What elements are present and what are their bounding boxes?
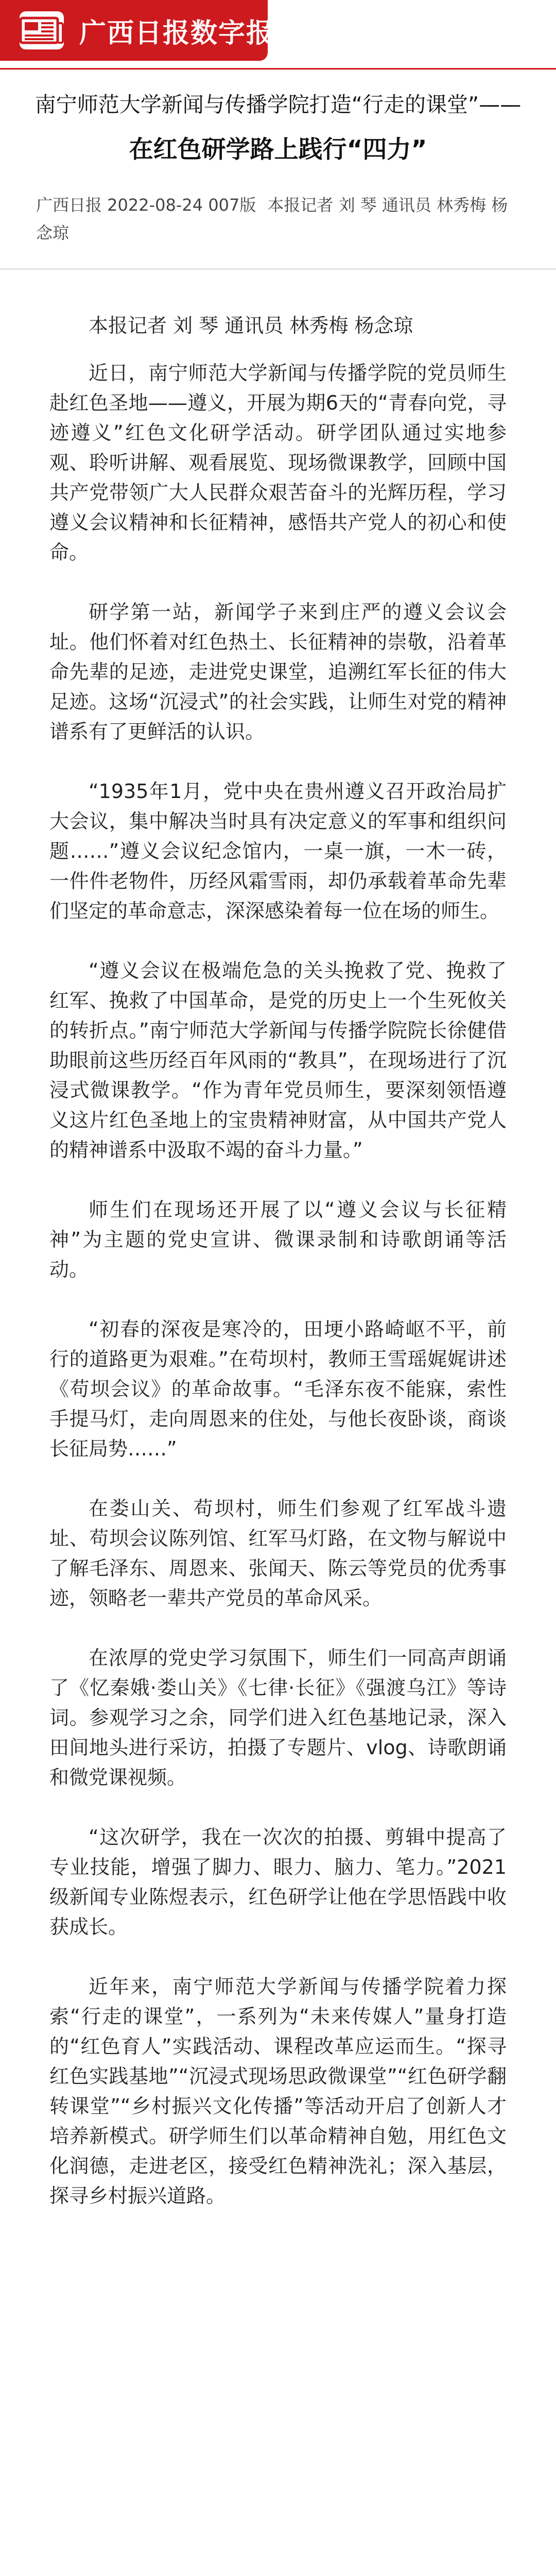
meta-source: 广西日报 2022-08-24 007版	[36, 195, 256, 215]
article-paragraph: 师生们在现场还开展了以“遵义会议与长征精神”为主题的党史宣讲、微课录制和诗歌朗诵等活动。	[49, 1198, 507, 1281]
article-paragraph: 近年来，南宁师范大学新闻与传播学院着力探索“行走的课堂”，一系列为“未来传媒人”量身打造的“红色育人”实践活动、课程改革应运而生。“探寻红色实践基地”“沉浸式现场思政微课堂”“红色研学翻转课堂”“乡村振兴文化传播”等活动开启了创新人才培养新模式。研学师生们以革命精神自勉，用红色文化润德，走进老区，接受红色精神洗礼；深入基层，探寻乡村振兴道路。	[49, 1975, 507, 2207]
article-paragraph: 近日，南宁师范大学新闻与传播学院的党员师生赴红色圣地——遵义，开展为期6天的“青春向党，寻迹遵义”红色文化研学活动。研学团队通过实地参观、聆听讲解、观看展览、现场微课教学，回顾中国共产党带领广大人民群众艰苦奋斗的光辉历程，学习遵义会议精神和长征精神，感悟共产党人的初心和使命。	[49, 362, 507, 564]
article-paragraph: 在浓厚的党史学习氛围下，师生们一同高声朗诵了《忆秦娥·娄山关》《七律·长征》《强渡乌江》等诗词。参观学习之余，同学们进入红色基地记录，深入田间地头进行采访，拍摄了专题片、vlog、诗歌朗诵和微党课视频。	[49, 1647, 507, 1789]
title-block	[0, 70, 556, 168]
article-paragraph: “遵义会议在极端危急的关头挽救了党、挽救了红军、挽救了中国革命，是党的历史上一个生死攸关的转折点。”南宁师范大学新闻与传播学院院长徐健借助眼前这些历经百年风雨的“教具”，在现场进行了沉浸式微课教学。“作为青年党员师生，要深刻领悟遵义这片红色圣地上的宝贵精神财富，从中国共产党人的精神谱系中汲取不竭的奋斗力量。”	[49, 959, 507, 1161]
article-paragraph: 研学第一站，新闻学子来到庄严的遵义会议会址。他们怀着对红色热土、长征精神的崇敬，沿着革命先辈的足迹，走进党史课堂，追溯红军长征的伟大足迹。这场“沉浸式”的社会实践，让师生对党的精神谱系有了更鲜活的认识。	[49, 601, 507, 743]
article-meta	[36, 191, 520, 247]
article-paragraph: “1935年1月，党中央在贵州遵义召开政治局扩大会议，集中解决当时具有决定意义的军事和组织问题……”遵义会议纪念馆内，一桌一旗，一木一砖，一件件老物件，历经风霜雪雨，却仍承载着革命先辈们坚定的革命意志，深深感染着每一位在场的师生。	[49, 780, 507, 922]
article-paragraph: “这次研学，我在一次次的拍摄、剪辑中提高了专业技能，增强了脚力、眼力、脑力、笔力。”2021级新闻专业陈煜表示，红色研学让他在学思悟践中收获成长。	[49, 1826, 507, 1938]
article-paragraph: 在娄山关、苟坝村，师生们参观了红军战斗遗址、苟坝会议陈列馆、红军马灯路，在文物与解说中了解毛泽东、周恩来、张闻天、陈云等党员的优秀事迹，领略老一辈共产党员的革命风采。	[49, 1497, 507, 1609]
brand-logo[interactable]	[0, 0, 274, 61]
brand-name: 广西日报数字报	[79, 18, 274, 49]
meta-authors: 本报记者 刘 琴 通讯员 林秀梅 杨念琼	[36, 195, 508, 243]
header-divider	[0, 68, 556, 70]
meta-divider	[0, 268, 556, 269]
article-body	[49, 311, 507, 2211]
article-subtitle: 在红色研学路上践行“四力”	[129, 135, 427, 164]
article-byline: 本报记者 刘 琴 通讯员 林秀梅 杨念琼	[89, 314, 413, 337]
article-paragraph: “初春的深夜是寒冷的，田埂小路崎岖不平，前行的道路更为艰难。”在苟坝村，教师王雪瑶娓娓讲述《苟坝会议》的革命故事。“毛泽东夜不能寐，索性手提马灯，走向周恩来的住处，与他长夜卧谈，商谈长征局势……”	[49, 1318, 507, 1460]
header-bar	[0, 0, 556, 70]
article-title: 南宁师范大学新闻与传播学院打造“行走的课堂”——	[34, 92, 522, 117]
newspaper-icon	[20, 11, 64, 49]
